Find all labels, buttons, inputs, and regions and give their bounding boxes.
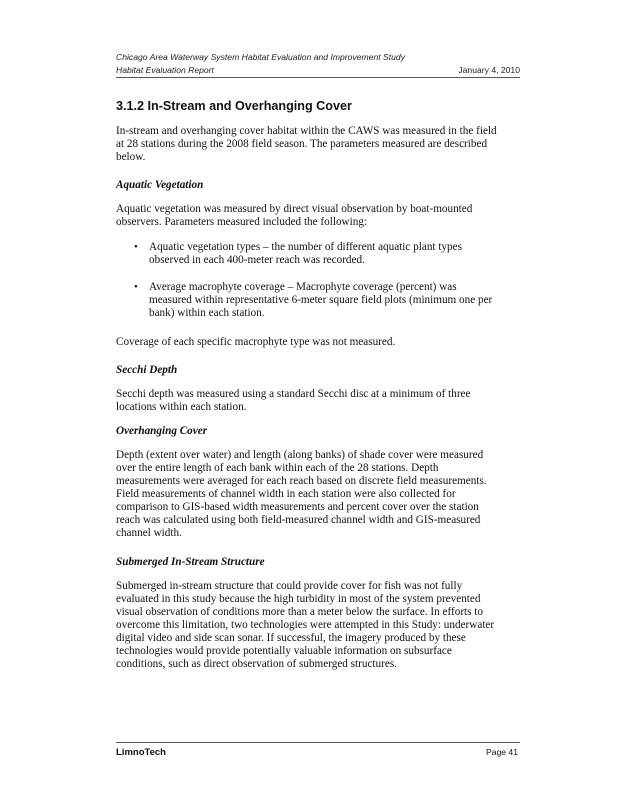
overhanging-heading: Overhanging Cover xyxy=(116,425,208,437)
bullet-item xyxy=(149,241,514,267)
text-line: Field measurements of channel width in each station were also collected for xyxy=(116,488,456,500)
footer-company: LimnoTech xyxy=(116,747,166,758)
text-line: comparison to GIS-based width measurements and percent cover over the station xyxy=(116,501,479,513)
text-line: digital video and side scan sonar. If successful, the imagery produced by these xyxy=(116,632,466,644)
footer-divider xyxy=(116,742,520,743)
text-line: Depth (extent over water) and length (along banks) of shade cover were measured xyxy=(116,449,484,461)
text-line: reach was calculated using both field-measured channel width and GIS-measured xyxy=(116,514,481,526)
macrophyte-note: Coverage of each specific macrophyte type was not measured. xyxy=(116,336,396,348)
text-line: Average macrophyte coverage – Macrophyte coverage (percent) was xyxy=(149,281,457,293)
text-line: Secchi depth was measured using a standard Secchi disc at a minimum of three xyxy=(116,388,471,400)
header-bar xyxy=(116,65,520,78)
text-line: Submerged in-stream structure that could provide cover for fish was not fully xyxy=(116,580,463,592)
header-date: January 4, 2010 xyxy=(458,65,520,75)
text-line: conditions, such as direct observation of submerged structures. xyxy=(116,658,397,670)
text-line: visual observation of conditions more than a meter below the surface. In efforts to xyxy=(116,606,484,618)
text-line: Aquatic vegetation types – the number of different aquatic plant types xyxy=(149,241,462,253)
text-line: bank) within each station. xyxy=(149,307,265,319)
header-report-title: Habitat Evaluation Report xyxy=(116,65,214,75)
bullet-dot-icon: • xyxy=(134,281,138,293)
footer-page-number: Page 41 xyxy=(485,747,518,757)
text-line: observers. Parameters measured included the following: xyxy=(116,216,368,228)
text-line: measured within representative 6-meter square field plots (minimum one per xyxy=(149,294,493,306)
intro-paragraph xyxy=(116,125,520,164)
text-line: below. xyxy=(116,151,146,163)
text-line: Aquatic vegetation was measured by direct visual observation by boat-mounted xyxy=(116,203,473,215)
text-line: technologies would provide potentially valuable information on subsurface xyxy=(116,645,452,657)
text-line: overcome this limitation, two technologies were attempted in this Study: underwater xyxy=(116,619,495,631)
bullet-dot-icon: • xyxy=(134,241,138,253)
text-line: observed in each 400-meter reach was recorded. xyxy=(149,254,365,266)
text-line: over the entire length of each bank within each of the 28 stations. Depth xyxy=(116,462,439,474)
text-line: locations within each station. xyxy=(116,401,247,413)
aquatic-vegetation-paragraph xyxy=(116,203,520,229)
text-line: evaluated in this study because the high turbidity in most of the system prevented xyxy=(116,593,481,605)
text-line: channel width. xyxy=(116,527,182,539)
aquatic-vegetation-heading: Aquatic Vegetation xyxy=(116,179,204,191)
text-line: at 28 stations during the 2008 field season. The parameters measured are described xyxy=(116,138,488,150)
text-line: measurements were averaged for each reach based on discrete field measurements. xyxy=(116,475,487,487)
header-study-title: Chicago Area Waterway System Habitat Evaluation and Improvement Study xyxy=(116,52,405,62)
section-title: 3.1.2 In-Stream and Overhanging Cover xyxy=(116,99,352,113)
submerged-paragraph xyxy=(116,580,520,671)
submerged-heading: Submerged In-Stream Structure xyxy=(116,556,265,568)
overhanging-paragraph xyxy=(116,449,520,540)
secchi-paragraph xyxy=(116,388,520,414)
secchi-heading: Secchi Depth xyxy=(116,364,178,376)
bullet-item xyxy=(149,281,514,320)
text-line: In-stream and overhanging cover habitat within the CAWS was measured in the field xyxy=(116,125,497,137)
